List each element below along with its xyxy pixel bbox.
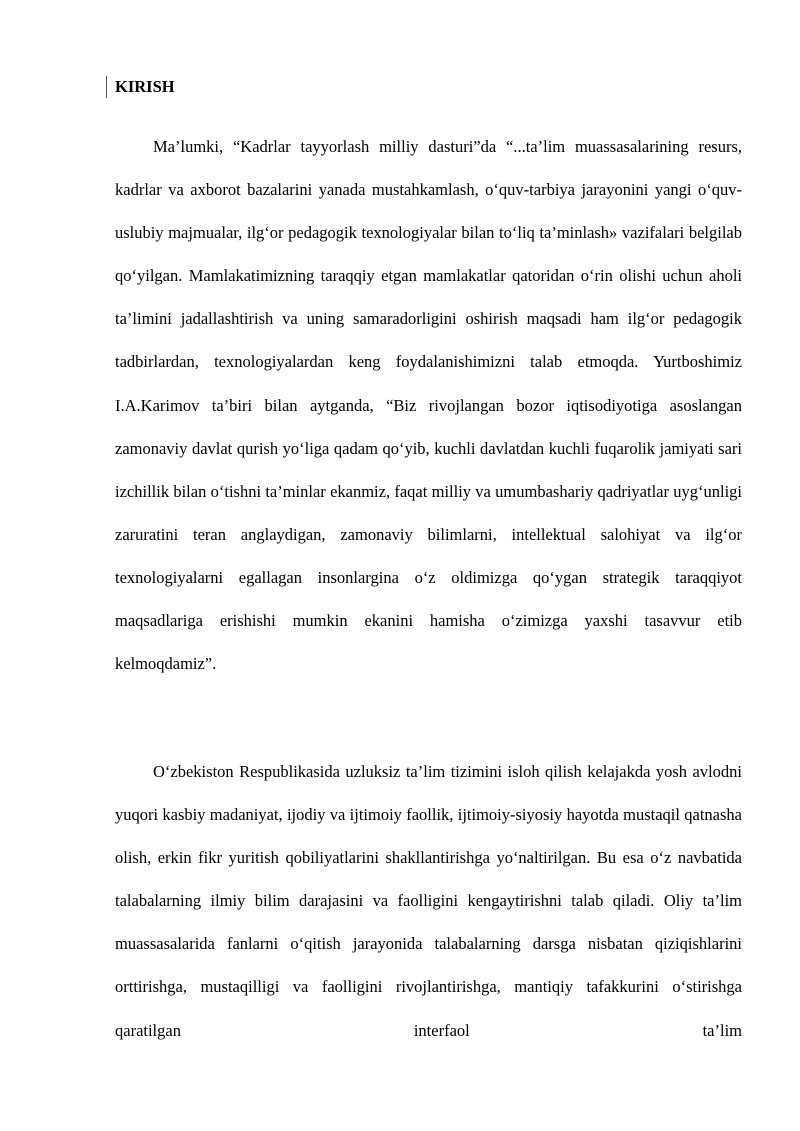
text-cursor-marker (106, 76, 107, 98)
paragraph-education-reform: O‘zbekiston Respublikasida uzluksiz ta’lim tizimini isloh qilish kelajakda yosh avlodni yuqori kasbiy madaniyat, ijodiy va ijtimoiy faollik, ijtimoiy-siyosiy hayotda mustaqil qatnasha olish, erkin fikr yuritish qobiliyatlarini shakllantirishga yo‘naltirilgan. Bu esa o‘z navbatida talabalarning ilmiy bilim darajasini va faolligini kengaytirishni talab qiladi. Oliy ta’lim muassasalarida fanlarni o‘qitish jarayonida talabalarning darsga nisbatan qiziqishlarini orttirishga, mustaqilligi va faolligini rivojlantirishga, mantiqiy tafakkurini o‘stirishga qaratilgan interfaol ta’lim (115, 762, 742, 1040)
paragraph-intro: Ma’lumki, “Kadrlar tayyorlash milliy dasturi”da “...ta’lim muassasalarining resurs, kadrlar va axborot bazalarini yanada mustahkamlash, o‘quv-tarbiya jarayonini yangi o‘quv-uslubiy majmualar, ilg‘or pedagogik texnologiyalar bilan to‘liq ta’minlash» vazifalari belgilab qo‘yilgan. Mamlakatimizning taraqqiy etgan mamlakatlar qatoridan o‘rin olishi uchun aholi ta’limini jadallashtirish va uning samaradorligini oshirish maqsadi ham ilg‘or pedagogik tadbirlardan, texnologiyalardan keng foydalanishimizni talab etmoqda. Yurtboshimiz I.A.Karimov ta’biri bilan aytganda, “Biz rivojlangan bozor iqtisodiyotiga asoslangan zamonaviy davlat qurish yo‘liga qadam qo‘yib, kuchli davlatdan kuchli fuqarolik jamiyati sari izchillik bilan o‘tishni ta’minlar ekanmiz, faqat milliy va umumbashariy qadriyatlar uyg‘unligi zaruratini teran anglaydigan, zamonaviy bilimlarni, intellektual salohiyat va ilg‘or texnologiyalarni egallagan insonlargina o‘z oldimizga qo‘ygan strategik taraqqiyot maqsadlariga erishishi mumkin ekanini hamisha o‘zimizga yaxshi tasavvur etib kelmoqdamiz”. (115, 137, 742, 674)
section-heading: KIRISH (115, 77, 175, 96)
